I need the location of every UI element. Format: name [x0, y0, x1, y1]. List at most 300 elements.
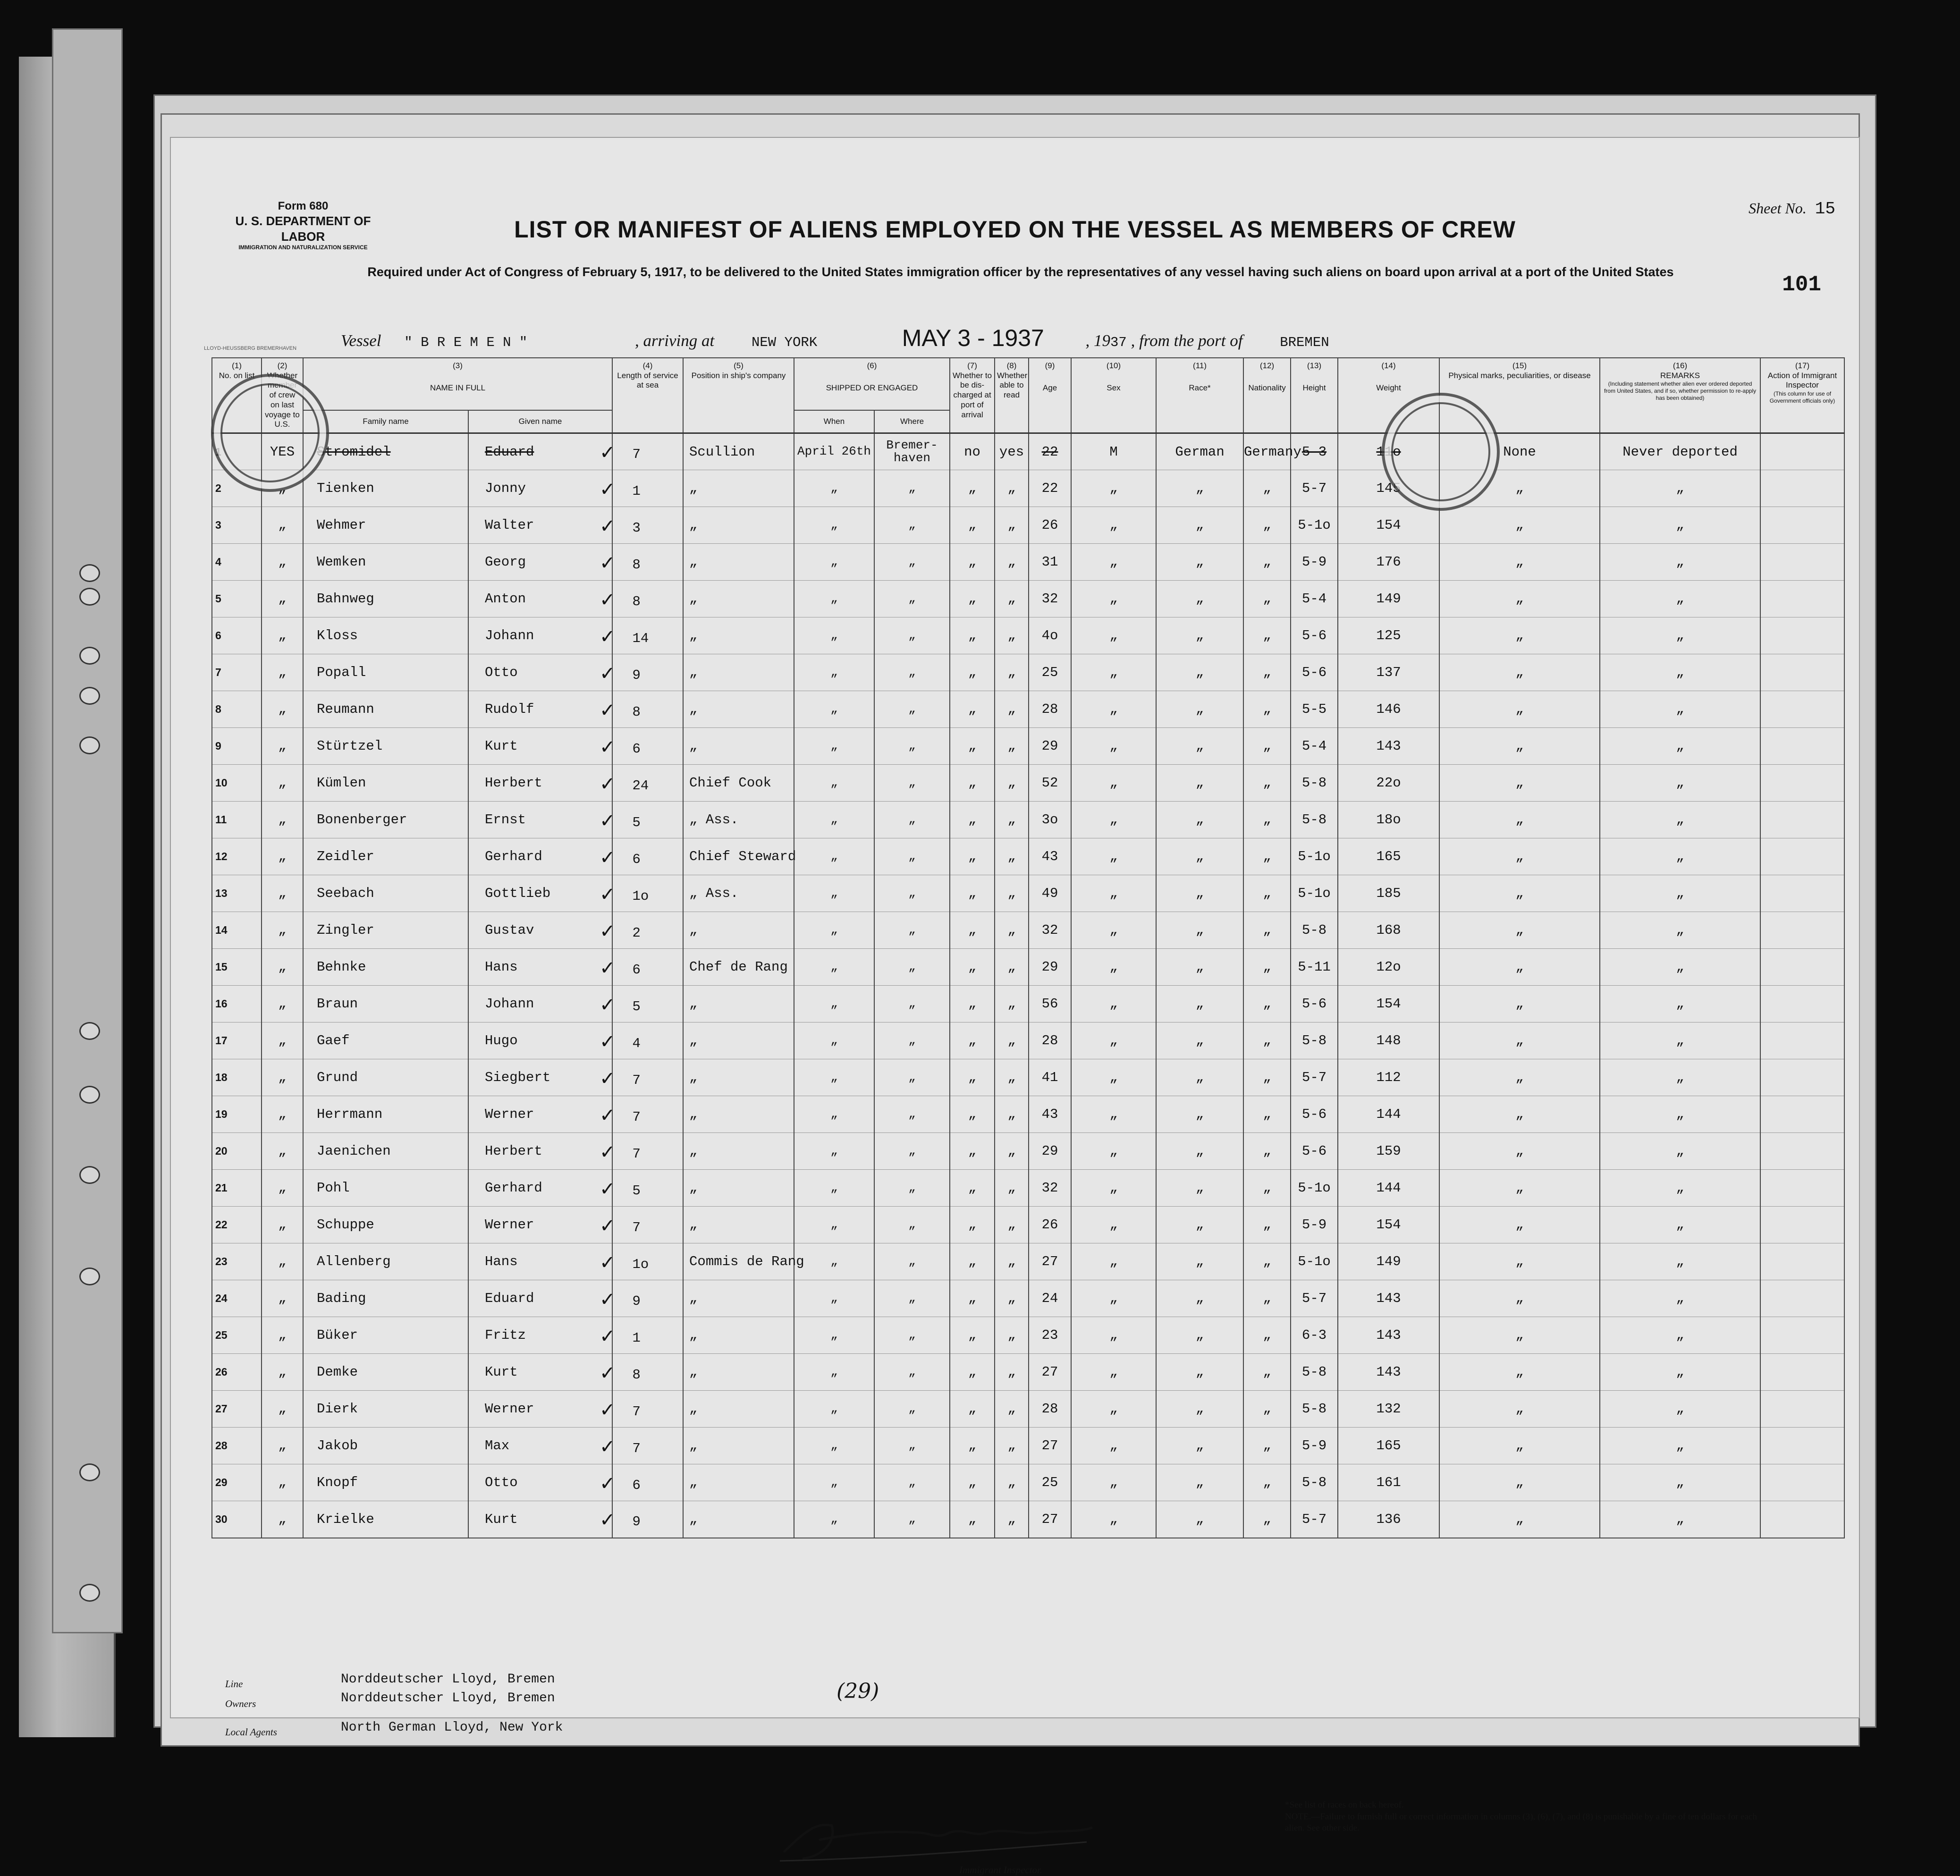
- cell-age: 4o: [1029, 617, 1071, 654]
- cell-service-length: [600, 875, 683, 912]
- cell-position: „: [683, 1428, 794, 1464]
- given-name-text: Werner: [485, 1107, 534, 1123]
- cell-physical-marks: „: [1439, 1207, 1600, 1243]
- year-label: , 19: [1085, 331, 1110, 350]
- cell-row-number: 10: [212, 765, 262, 802]
- cell-remarks: „: [1600, 1170, 1760, 1207]
- cell-discharge: „: [950, 1243, 995, 1280]
- cell-family-name: Popall: [303, 654, 468, 691]
- check-mark-icon: ✓: [600, 1509, 616, 1531]
- cell-shipped-when: „: [794, 1170, 874, 1207]
- given-name-text: Johann: [485, 628, 534, 644]
- cell-shipped-when: „: [794, 1243, 874, 1280]
- sheet-label: Sheet No.: [1749, 200, 1807, 217]
- cell-height: 5-5: [1291, 691, 1338, 728]
- document-title: LIST OR MANIFEST OF ALIENS EMPLOYED ON THE VESSEL AS MEMBERS OF CREW: [514, 216, 1516, 243]
- cell-shipped-where: „: [874, 1059, 950, 1096]
- service-length-text: 1: [632, 483, 641, 499]
- cell-given-name: [468, 1501, 612, 1538]
- cell-discharge: „: [950, 470, 995, 507]
- page-number: 101: [1782, 272, 1821, 297]
- col-read: (8) Whether able to read: [995, 358, 1029, 433]
- cell-discharge: „: [950, 875, 995, 912]
- cell-discharge: „: [950, 691, 995, 728]
- cell-shipped-when: „: [794, 654, 874, 691]
- cell-physical-marks: „: [1439, 654, 1600, 691]
- cell-position: „: [683, 1280, 794, 1317]
- cell-remarks: „: [1600, 1023, 1760, 1059]
- cell-able-to-read: „: [995, 1317, 1029, 1354]
- service-length-text: 24: [632, 777, 649, 794]
- cell-given-name: [468, 1096, 612, 1133]
- check-mark-icon: ✓: [600, 1362, 616, 1384]
- col-name: (3) NAME IN FULL: [303, 358, 612, 410]
- cell-service-length: [600, 728, 683, 765]
- cell-race: „: [1156, 617, 1243, 654]
- cell-age: 28: [1029, 1391, 1071, 1428]
- cell-row-number: 26: [212, 1354, 262, 1391]
- service-length-text: 6: [632, 1477, 641, 1493]
- penalty-note: NOTE.—Failure to furnish full or correct information in columns (3), (6), (7), and (8) is punishable by a fine of ten dollars for each alien. See other side.: [1285, 1811, 1757, 1834]
- cell-last-voyage: „: [262, 1059, 303, 1096]
- cell-inspector-action: [1760, 581, 1844, 617]
- table-row: [212, 470, 1844, 507]
- given-name-text: Gottlieb: [485, 886, 551, 902]
- cell-physical-marks: „: [1439, 765, 1600, 802]
- given-name-text: Hans: [485, 959, 518, 975]
- cell-weight: 149: [1338, 581, 1439, 617]
- check-mark-icon: ✓: [600, 1399, 616, 1421]
- cell-shipped-where: „: [874, 912, 950, 949]
- given-name-text: Jonny: [485, 481, 526, 497]
- given-name-text: Georg: [485, 554, 526, 570]
- check-mark-icon: ✓: [600, 515, 616, 537]
- check-mark-icon: ✓: [600, 478, 616, 500]
- cell-row-number: 25: [212, 1317, 262, 1354]
- cell-race: „: [1156, 728, 1243, 765]
- binder-hole: [79, 687, 100, 705]
- cell-physical-marks: „: [1439, 1023, 1600, 1059]
- cell-nationality: Germany: [1243, 433, 1291, 470]
- cell-age: 26: [1029, 507, 1071, 544]
- cell-nationality: „: [1243, 1096, 1291, 1133]
- cell-service-length: [600, 1501, 683, 1538]
- cell-physical-marks: „: [1439, 1059, 1600, 1096]
- cell-position: „: [683, 507, 794, 544]
- cell-family-name: Wemken: [303, 544, 468, 581]
- cell-family-name: Herrmann: [303, 1096, 468, 1133]
- check-mark-icon: ✓: [600, 773, 616, 795]
- cell-sex: „: [1071, 1428, 1156, 1464]
- cell-race: „: [1156, 1501, 1243, 1538]
- cell-position: „: [683, 728, 794, 765]
- cell-position: „: [683, 1059, 794, 1096]
- cell-physical-marks: „: [1439, 1133, 1600, 1170]
- cell-position: Chief Cook: [683, 765, 794, 802]
- check-mark-icon: ✓: [600, 1215, 616, 1237]
- vessel-line: [341, 324, 1329, 352]
- cell-last-voyage: „: [262, 470, 303, 507]
- cell-age: 49: [1029, 875, 1071, 912]
- cell-service-length: [600, 1464, 683, 1501]
- cell-physical-marks: „: [1439, 1428, 1600, 1464]
- cell-age: 32: [1029, 1170, 1071, 1207]
- cell-row-number: 13: [212, 875, 262, 912]
- cell-race: „: [1156, 1133, 1243, 1170]
- cell-service-length: [600, 1207, 683, 1243]
- agents-label: Local Agents: [225, 1726, 277, 1738]
- cell-race: „: [1156, 1207, 1243, 1243]
- cell-remarks: „: [1600, 728, 1760, 765]
- check-mark-icon: ✓: [600, 846, 616, 869]
- binder-strip: [52, 28, 123, 1633]
- cell-shipped-when: „: [794, 1280, 874, 1317]
- cell-given-name: [468, 433, 612, 470]
- service-length-text: 4: [632, 1035, 641, 1051]
- cell-sex: „: [1071, 1170, 1156, 1207]
- table-row: [212, 581, 1844, 617]
- cell-sex: „: [1071, 1354, 1156, 1391]
- col-inspector-action: (17) Action of Immigrant Inspector (This column for use of Government officials only): [1760, 358, 1844, 433]
- cell-physical-marks: „: [1439, 581, 1600, 617]
- cell-inspector-action: [1760, 986, 1844, 1023]
- cell-discharge: „: [950, 1428, 995, 1464]
- cell-row-number: 14: [212, 912, 262, 949]
- cell-shipped-when: „: [794, 912, 874, 949]
- cell-shipped-when: „: [794, 581, 874, 617]
- cell-able-to-read: „: [995, 1207, 1029, 1243]
- cell-last-voyage: „: [262, 654, 303, 691]
- cell-age: 32: [1029, 581, 1071, 617]
- cell-inspector-action: [1760, 728, 1844, 765]
- cell-nationality: „: [1243, 617, 1291, 654]
- cell-height: 5-6: [1291, 986, 1338, 1023]
- given-name-text: Otto: [485, 1475, 518, 1491]
- cell-shipped-when: „: [794, 875, 874, 912]
- table-row: [212, 1280, 1844, 1317]
- cell-family-name: Stromidel: [303, 433, 468, 470]
- binder-hole: [79, 564, 100, 582]
- cell-position: „: [683, 691, 794, 728]
- check-mark-icon: ✓: [600, 1288, 616, 1310]
- table-row: [212, 433, 1844, 470]
- table-row: [212, 765, 1844, 802]
- cell-nationality: „: [1243, 1023, 1291, 1059]
- cell-shipped-when: „: [794, 1501, 874, 1538]
- given-name-text: Fritz: [485, 1327, 526, 1344]
- given-name-text: Gerhard: [485, 1180, 542, 1196]
- cell-nationality: „: [1243, 1133, 1291, 1170]
- cell-position: „: [683, 1501, 794, 1538]
- cell-age: 29: [1029, 949, 1071, 986]
- cell-discharge: „: [950, 1354, 995, 1391]
- cell-physical-marks: „: [1439, 1464, 1600, 1501]
- cell-remarks: „: [1600, 1280, 1760, 1317]
- col-age: (9) Age: [1029, 358, 1071, 433]
- cell-given-name: [468, 765, 612, 802]
- service-length-text: 9: [632, 1293, 641, 1309]
- cell-last-voyage: „: [262, 1464, 303, 1501]
- cell-discharge: „: [950, 617, 995, 654]
- arriving-port: NEW YORK: [752, 335, 818, 350]
- cell-service-length: [600, 1317, 683, 1354]
- cell-family-name: Zingler: [303, 912, 468, 949]
- crew-manifest-table: [211, 357, 1845, 1538]
- cell-age: 28: [1029, 1023, 1071, 1059]
- cell-height: 5-9: [1291, 1207, 1338, 1243]
- cell-position: Chef de Rang: [683, 949, 794, 986]
- cell-position: „: [683, 1391, 794, 1428]
- cell-shipped-when: „: [794, 1207, 874, 1243]
- cell-nationality: „: [1243, 728, 1291, 765]
- check-mark-icon: ✓: [600, 1436, 616, 1458]
- cell-row-number: 24: [212, 1280, 262, 1317]
- given-name-text: Gerhard: [485, 849, 542, 865]
- cell-age: 28: [1029, 691, 1071, 728]
- cell-family-name: Dierk: [303, 1391, 468, 1428]
- service-length-text: 3: [632, 520, 641, 536]
- from-port: BREMEN: [1280, 335, 1329, 350]
- binder-hole: [79, 736, 100, 754]
- table-row: [212, 1096, 1844, 1133]
- cell-inspector-action: [1760, 1317, 1844, 1354]
- cell-nationality: „: [1243, 912, 1291, 949]
- cell-given-name: [468, 654, 612, 691]
- cell-shipped-where: „: [874, 1464, 950, 1501]
- cell-sex: „: [1071, 1501, 1156, 1538]
- cell-shipped-where: „: [874, 581, 950, 617]
- arriving-label: , arriving at: [635, 331, 715, 350]
- cell-discharge: „: [950, 1501, 995, 1538]
- cell-inspector-action: [1760, 654, 1844, 691]
- service-length-text: 1o: [632, 888, 649, 904]
- cell-position: „: [683, 1317, 794, 1354]
- year-value: 37: [1110, 335, 1127, 350]
- cell-race: „: [1156, 1464, 1243, 1501]
- cell-sex: „: [1071, 654, 1156, 691]
- cell-family-name: Pohl: [303, 1170, 468, 1207]
- check-mark-icon: ✓: [600, 994, 616, 1016]
- cell-able-to-read: „: [995, 1170, 1029, 1207]
- cell-remarks: „: [1600, 1059, 1760, 1096]
- cell-shipped-when: „: [794, 1023, 874, 1059]
- cell-age: 32: [1029, 912, 1071, 949]
- check-mark-icon: ✓: [600, 442, 616, 464]
- cell-row-number: 3: [212, 507, 262, 544]
- cell-remarks: „: [1600, 1243, 1760, 1280]
- cell-given-name: [468, 470, 612, 507]
- cell-inspector-action: [1760, 691, 1844, 728]
- given-name-text: Kurt: [485, 1364, 518, 1380]
- table-row: [212, 875, 1844, 912]
- from-label: , from the port of: [1131, 331, 1243, 350]
- service-length-text: 8: [632, 557, 641, 573]
- binder-hole: [79, 1463, 100, 1481]
- table-row: [212, 1501, 1844, 1538]
- cell-row-number: 30: [212, 1501, 262, 1538]
- cell-nationality: „: [1243, 507, 1291, 544]
- cell-race: German: [1156, 433, 1243, 470]
- cell-shipped-when: „: [794, 1391, 874, 1428]
- check-mark-icon: ✓: [600, 662, 616, 684]
- cell-physical-marks: „: [1439, 912, 1600, 949]
- cell-family-name: Jakob: [303, 1428, 468, 1464]
- cell-shipped-where: „: [874, 875, 950, 912]
- given-name-text: Werner: [485, 1217, 534, 1233]
- cell-age: 52: [1029, 765, 1071, 802]
- table-row: [212, 1428, 1844, 1464]
- table-row: [212, 1170, 1844, 1207]
- service-name: IMMIGRATION AND NATURALIZATION SERVICE: [238, 244, 368, 251]
- cell-given-name: [468, 728, 612, 765]
- cell-service-length: [600, 1059, 683, 1096]
- cell-service-length: [600, 1170, 683, 1207]
- cell-age: 56: [1029, 986, 1071, 1023]
- cell-last-voyage: „: [262, 802, 303, 838]
- cell-age: 31: [1029, 544, 1071, 581]
- cell-remarks: „: [1600, 691, 1760, 728]
- handwritten-count: (29): [836, 1679, 879, 1703]
- cell-shipped-when: „: [794, 949, 874, 986]
- cell-position: „: [683, 1096, 794, 1133]
- service-length-text: 7: [632, 1072, 641, 1088]
- owners-value: Norddeutscher Lloyd, Bremen: [341, 1691, 555, 1706]
- cell-position: „: [683, 544, 794, 581]
- cell-shipped-when: „: [794, 1133, 874, 1170]
- cell-shipped-where: „: [874, 544, 950, 581]
- service-length-text: 6: [632, 962, 641, 978]
- cell-remarks: „: [1600, 581, 1760, 617]
- cell-given-name: [468, 1023, 612, 1059]
- vessel-label: Vessel: [341, 331, 381, 350]
- cell-position: Chief Steward: [683, 838, 794, 875]
- cell-race: „: [1156, 1243, 1243, 1280]
- cell-sex: „: [1071, 912, 1156, 949]
- races-note: *See list of races on back hereof.: [1285, 1800, 1404, 1810]
- cell-physical-marks: „: [1439, 470, 1600, 507]
- cell-race: „: [1156, 838, 1243, 875]
- cell-physical-marks: „: [1439, 949, 1600, 986]
- cell-race: „: [1156, 1170, 1243, 1207]
- document-subtitle: Required under Act of Congress of February 5, 1917, to be delivered to the United States immigration officer by the representatives of any vessel having such aliens on board upon arrival at a port of the United States: [367, 265, 1674, 279]
- cell-shipped-when: „: [794, 1464, 874, 1501]
- cell-race: „: [1156, 802, 1243, 838]
- cell-row-number: 1: [212, 433, 262, 470]
- cell-last-voyage: „: [262, 728, 303, 765]
- cell-race: „: [1156, 912, 1243, 949]
- cell-shipped-where: „: [874, 802, 950, 838]
- cell-race: „: [1156, 1354, 1243, 1391]
- cell-physical-marks: „: [1439, 617, 1600, 654]
- cell-service-length: [600, 470, 683, 507]
- cell-nationality: „: [1243, 691, 1291, 728]
- cell-row-number: 7: [212, 654, 262, 691]
- cell-given-name: [468, 1464, 612, 1501]
- cell-row-number: 23: [212, 1243, 262, 1280]
- cell-sex: „: [1071, 802, 1156, 838]
- cell-remarks: Never deported: [1600, 433, 1760, 470]
- cell-weight: 185: [1338, 875, 1439, 912]
- given-name-text: Ernst: [485, 812, 526, 828]
- service-length-text: 7: [632, 1403, 641, 1420]
- cell-inspector-action: [1760, 1023, 1844, 1059]
- cell-last-voyage: „: [262, 691, 303, 728]
- cell-family-name: Bonenberger: [303, 802, 468, 838]
- cell-race: „: [1156, 1096, 1243, 1133]
- service-length-text: 7: [632, 1440, 641, 1456]
- cell-service-length: [600, 1428, 683, 1464]
- cell-age: 29: [1029, 1133, 1071, 1170]
- cell-shipped-where: „: [874, 1096, 950, 1133]
- cell-shipped-where: „: [874, 1170, 950, 1207]
- cell-last-voyage: „: [262, 1317, 303, 1354]
- cell-inspector-action: [1760, 1133, 1844, 1170]
- cell-able-to-read: „: [995, 1391, 1029, 1428]
- owners-label: Owners: [225, 1698, 256, 1709]
- cell-service-length: [600, 802, 683, 838]
- cell-service-length: [600, 507, 683, 544]
- col-given-name: Given name: [468, 410, 612, 433]
- cell-weight: 132: [1338, 1391, 1439, 1428]
- service-length-text: 2: [632, 925, 641, 941]
- cell-service-length: [600, 1096, 683, 1133]
- check-mark-icon: ✓: [600, 1325, 616, 1347]
- cell-last-voyage: „: [262, 912, 303, 949]
- cell-shipped-when: „: [794, 728, 874, 765]
- cell-height: 5-8: [1291, 1464, 1338, 1501]
- cell-physical-marks: „: [1439, 728, 1600, 765]
- col-last-voyage: (2) Whether member of crew on last voyage to U.S.: [262, 358, 303, 433]
- cell-weight: 161: [1338, 1464, 1439, 1501]
- cell-given-name: [468, 581, 612, 617]
- cell-discharge: „: [950, 949, 995, 986]
- cell-able-to-read: „: [995, 728, 1029, 765]
- cell-age: 24: [1029, 1280, 1071, 1317]
- cell-row-number: 28: [212, 1428, 262, 1464]
- cell-shipped-when: „: [794, 1059, 874, 1096]
- service-length-text: 7: [632, 1109, 641, 1125]
- cell-given-name: [468, 1428, 612, 1464]
- cell-age: 27: [1029, 1501, 1071, 1538]
- cell-remarks: „: [1600, 1464, 1760, 1501]
- cell-physical-marks: „: [1439, 1170, 1600, 1207]
- cell-last-voyage: „: [262, 617, 303, 654]
- cell-discharge: „: [950, 544, 995, 581]
- cell-nationality: „: [1243, 544, 1291, 581]
- cell-position: Commis de Rang: [683, 1243, 794, 1280]
- cell-physical-marks: „: [1439, 1391, 1600, 1428]
- service-length-text: 14: [632, 630, 649, 646]
- cell-shipped-where: „: [874, 1243, 950, 1280]
- cell-weight: 125: [1338, 617, 1439, 654]
- cell-given-name: [468, 1133, 612, 1170]
- service-length-text: 6: [632, 741, 641, 757]
- service-length-text: 8: [632, 1367, 641, 1383]
- cell-family-name: Seebach: [303, 875, 468, 912]
- cell-sex: „: [1071, 728, 1156, 765]
- check-mark-icon: ✓: [600, 1031, 616, 1053]
- cell-family-name: Behnke: [303, 949, 468, 986]
- cell-last-voyage: „: [262, 875, 303, 912]
- cell-weight: 145: [1338, 470, 1439, 507]
- vessel-name: " B R E M E N ": [404, 335, 528, 350]
- cell-height: 5-1o: [1291, 875, 1338, 912]
- cell-height: 5-9: [1291, 544, 1338, 581]
- cell-weight: 12o: [1338, 949, 1439, 986]
- cell-position: „: [683, 912, 794, 949]
- cell-height: 5-7: [1291, 1059, 1338, 1096]
- cell-last-voyage: „: [262, 1428, 303, 1464]
